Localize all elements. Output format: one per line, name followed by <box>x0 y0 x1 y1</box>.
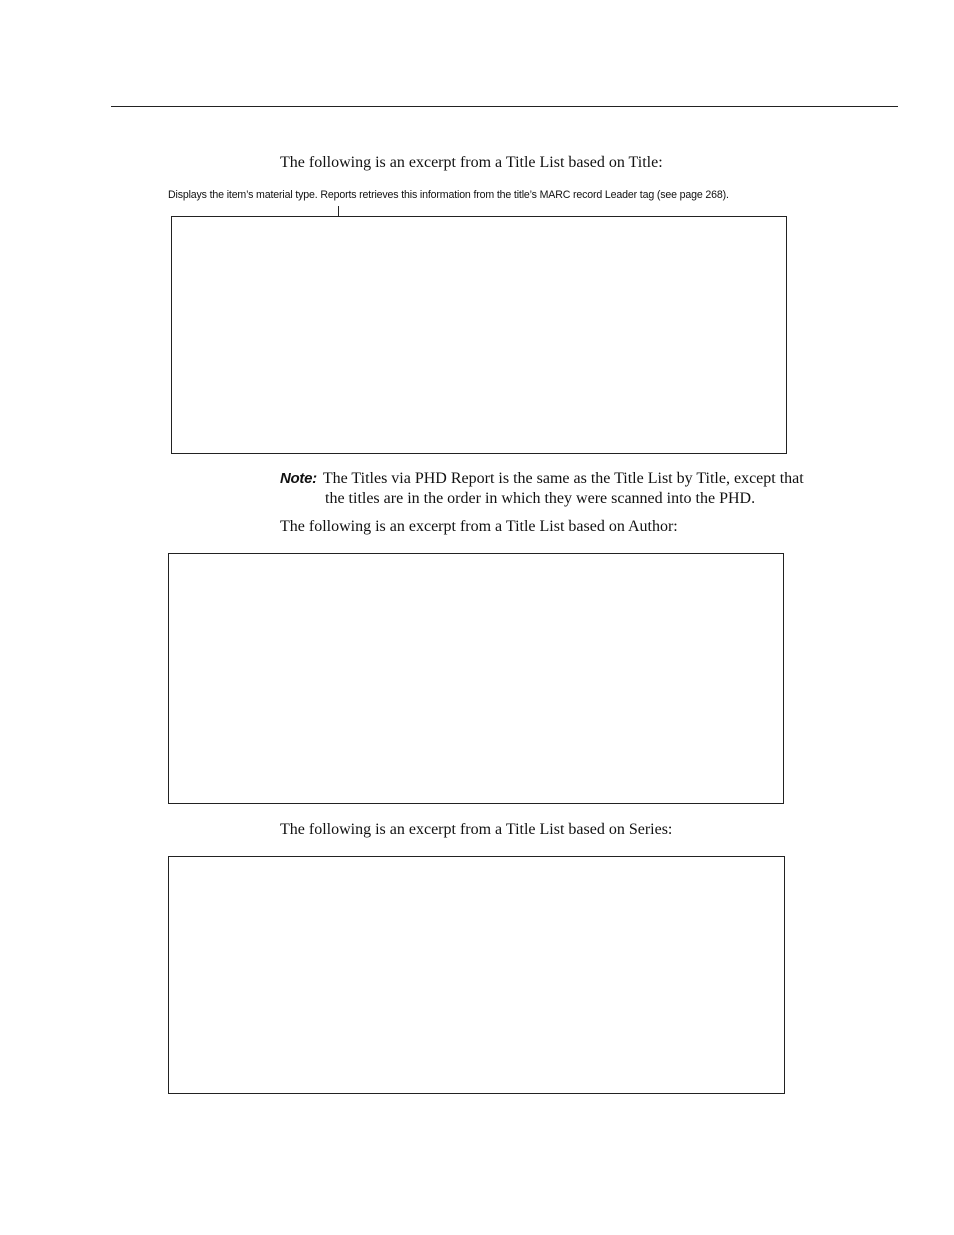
callout-material-type: Displays the item’s material type. Reports retrieves this information from the title’s MARC record Leader tag (see page 268). <box>168 189 729 201</box>
excerpt-frame-title-list-by-title <box>171 216 787 454</box>
note-text-line2: the titles are in the order in which they were scanned into the PHD. <box>325 490 756 507</box>
header-rule <box>111 106 898 107</box>
intro-title-list-by-series: The following is an excerpt from a Title List based on Series: <box>280 821 673 838</box>
intro-title-list-by-author: The following is an excerpt from a Title List based on Author: <box>280 518 678 535</box>
intro-title-list-by-title: The following is an excerpt from a Title List based on Title: <box>280 154 663 171</box>
note-label: Note: <box>280 470 317 487</box>
excerpt-frame-title-list-by-series <box>168 856 785 1094</box>
note-block <box>280 469 840 509</box>
excerpt-frame-title-list-by-author <box>168 553 784 804</box>
note-text-line1: The Titles via PHD Report is the same as the Title List by Title, except that <box>322 470 804 487</box>
